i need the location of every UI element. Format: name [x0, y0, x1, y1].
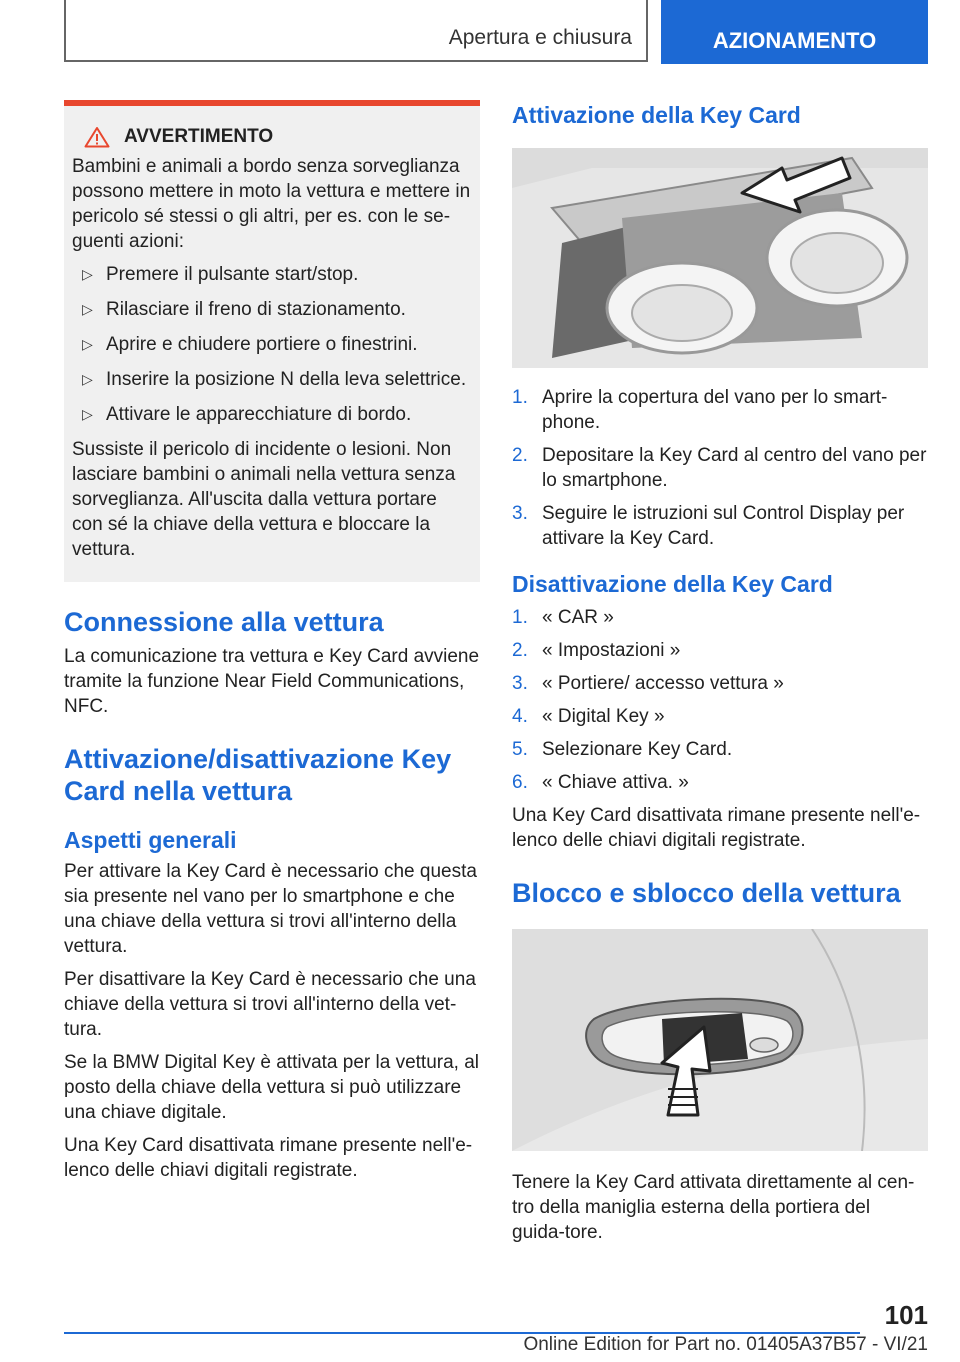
- deactivate-card-heading: Disattivazione della Key Card: [512, 571, 833, 597]
- list-item: [512, 443, 928, 493]
- step-number: 2.: [512, 445, 528, 466]
- step-text: Seguire le istruzioni sul Control Display per attivare la Key Card.: [542, 503, 905, 549]
- step-text: « Impostazioni »: [542, 640, 681, 661]
- step-text: « Portiere/ accesso vettura »: [542, 673, 784, 694]
- general-subheading: Aspetti generali: [64, 827, 237, 853]
- step-number: 5.: [512, 739, 528, 760]
- paragraph: Se la BMW Digital Key è attivata per la vettura, al posto della chiave della vettura si può utilizzare una chiave digitale.: [64, 1052, 480, 1123]
- warning-intro: Bambini e animali a bordo senza sorveglianza possono mettere in moto la vettura e mettere in pericolo sé stessi o gli altri, per es. con le se-guenti azioni:: [72, 156, 471, 252]
- list-item: [512, 770, 928, 795]
- deactivation-note: Una Key Card disattivata rimane presente nell'e-lenco delle chiavi digitali registrate.: [512, 805, 921, 851]
- smartphone-tray-illustration: [512, 148, 928, 368]
- step-number: 2.: [512, 640, 528, 661]
- step-number: 3.: [512, 503, 528, 524]
- left-column: [64, 100, 480, 1191]
- step-number: 3.: [512, 673, 528, 694]
- warning-outro: Sussiste il pericolo di incidente o lesioni. Non lasciare bambini o animali nella vettura senza sorveglianza. All'uscita dalla vettura portare con sé la chiave della vettura e bloccare la vettura.: [72, 439, 456, 560]
- right-column: [512, 100, 928, 1253]
- list-item: [512, 385, 928, 435]
- bullet-triangle-icon: ▷: [82, 336, 93, 352]
- door-handle-illustration: [512, 929, 928, 1151]
- warning-heading: [72, 126, 472, 148]
- step-number: 4.: [512, 706, 528, 727]
- list-item-text: Inserire la posizione N della leva selettrice.: [106, 369, 467, 390]
- lock-unlock-heading: Blocco e sblocco della vettura: [512, 878, 901, 908]
- paragraph: Una Key Card disattivata rimane presente nell'e-lenco delle chiavi digitali registrate.: [64, 1135, 473, 1181]
- activate-card-heading: Attivazione della Key Card: [512, 102, 801, 128]
- list-item: [72, 297, 472, 322]
- warning-title: AVVERTIMENTO: [124, 126, 274, 147]
- step-number: 1.: [512, 607, 528, 628]
- paragraph: Per disattivare la Key Card è necessario che una chiave della vettura si trovi all'interno della vet-tura.: [64, 969, 476, 1040]
- bullet-triangle-icon: ▷: [82, 371, 93, 387]
- step-number: 6.: [512, 772, 528, 793]
- list-item-text: Aprire e chiudere portiere o finestrini.: [106, 334, 418, 355]
- bullet-triangle-icon: ▷: [82, 266, 93, 282]
- step-text: « Chiave attiva. »: [542, 772, 689, 793]
- list-item: [512, 501, 928, 551]
- chapter-tab: AZIONAMENTO: [661, 0, 928, 64]
- page-header: [64, 0, 928, 64]
- list-item: [512, 671, 928, 696]
- deactivation-steps: [512, 605, 928, 795]
- step-text: « CAR »: [542, 607, 614, 628]
- section-title: Apertura e chiusura: [448, 26, 632, 49]
- list-item: [72, 402, 472, 427]
- connection-text: La comunicazione tra vettura e Key Card avviene tramite la funzione Near Field Communications, NFC.: [64, 646, 480, 717]
- list-item-text: Premere il pulsante start/stop.: [106, 264, 359, 285]
- list-item: [512, 638, 928, 663]
- list-item: [512, 605, 928, 630]
- bullet-triangle-icon: ▷: [82, 406, 93, 422]
- step-text: Depositare la Key Card al centro del vano per lo smartphone.: [542, 445, 927, 491]
- warning-box: [64, 100, 480, 582]
- step-text: Aprire la copertura del vano per lo smart-phone.: [542, 387, 888, 433]
- step-text: Selezionare Key Card.: [542, 739, 733, 760]
- header-section-box: [64, 0, 648, 62]
- list-item: [72, 367, 472, 392]
- connection-heading: Connessione alla vettura: [64, 607, 384, 637]
- lock-unlock-text: Tenere la Key Card attivata direttamente al cen-tro della maniglia esterna della portiera del guida-tore.: [512, 1172, 915, 1243]
- bullet-triangle-icon: ▷: [82, 301, 93, 317]
- warning-triangle-icon: [84, 126, 110, 148]
- list-item: [512, 737, 928, 762]
- warning-list: [72, 262, 472, 427]
- step-number: 1.: [512, 387, 528, 408]
- paragraph: Per attivare la Key Card è necessario che questa sia presente nel vano per lo smartphone e che una chiave della vettura si trovi all'interno della vettura.: [64, 861, 477, 957]
- activation-steps: [512, 385, 928, 551]
- step-text: « Digital Key »: [542, 706, 665, 727]
- list-item: [72, 332, 472, 357]
- list-item: [72, 262, 472, 287]
- list-item-text: Attivare le apparecchiature di bordo.: [106, 404, 412, 425]
- activation-heading: Attivazione/disattivazione Key Card nella vettura: [64, 744, 452, 806]
- edition-info: Online Edition for Part no. 01405A37B57 - VI/21: [523, 1334, 928, 1355]
- list-item: [512, 704, 928, 729]
- page-number: 101: [884, 1300, 928, 1330]
- list-item-text: Rilasciare il freno di stazionamento.: [106, 299, 406, 320]
